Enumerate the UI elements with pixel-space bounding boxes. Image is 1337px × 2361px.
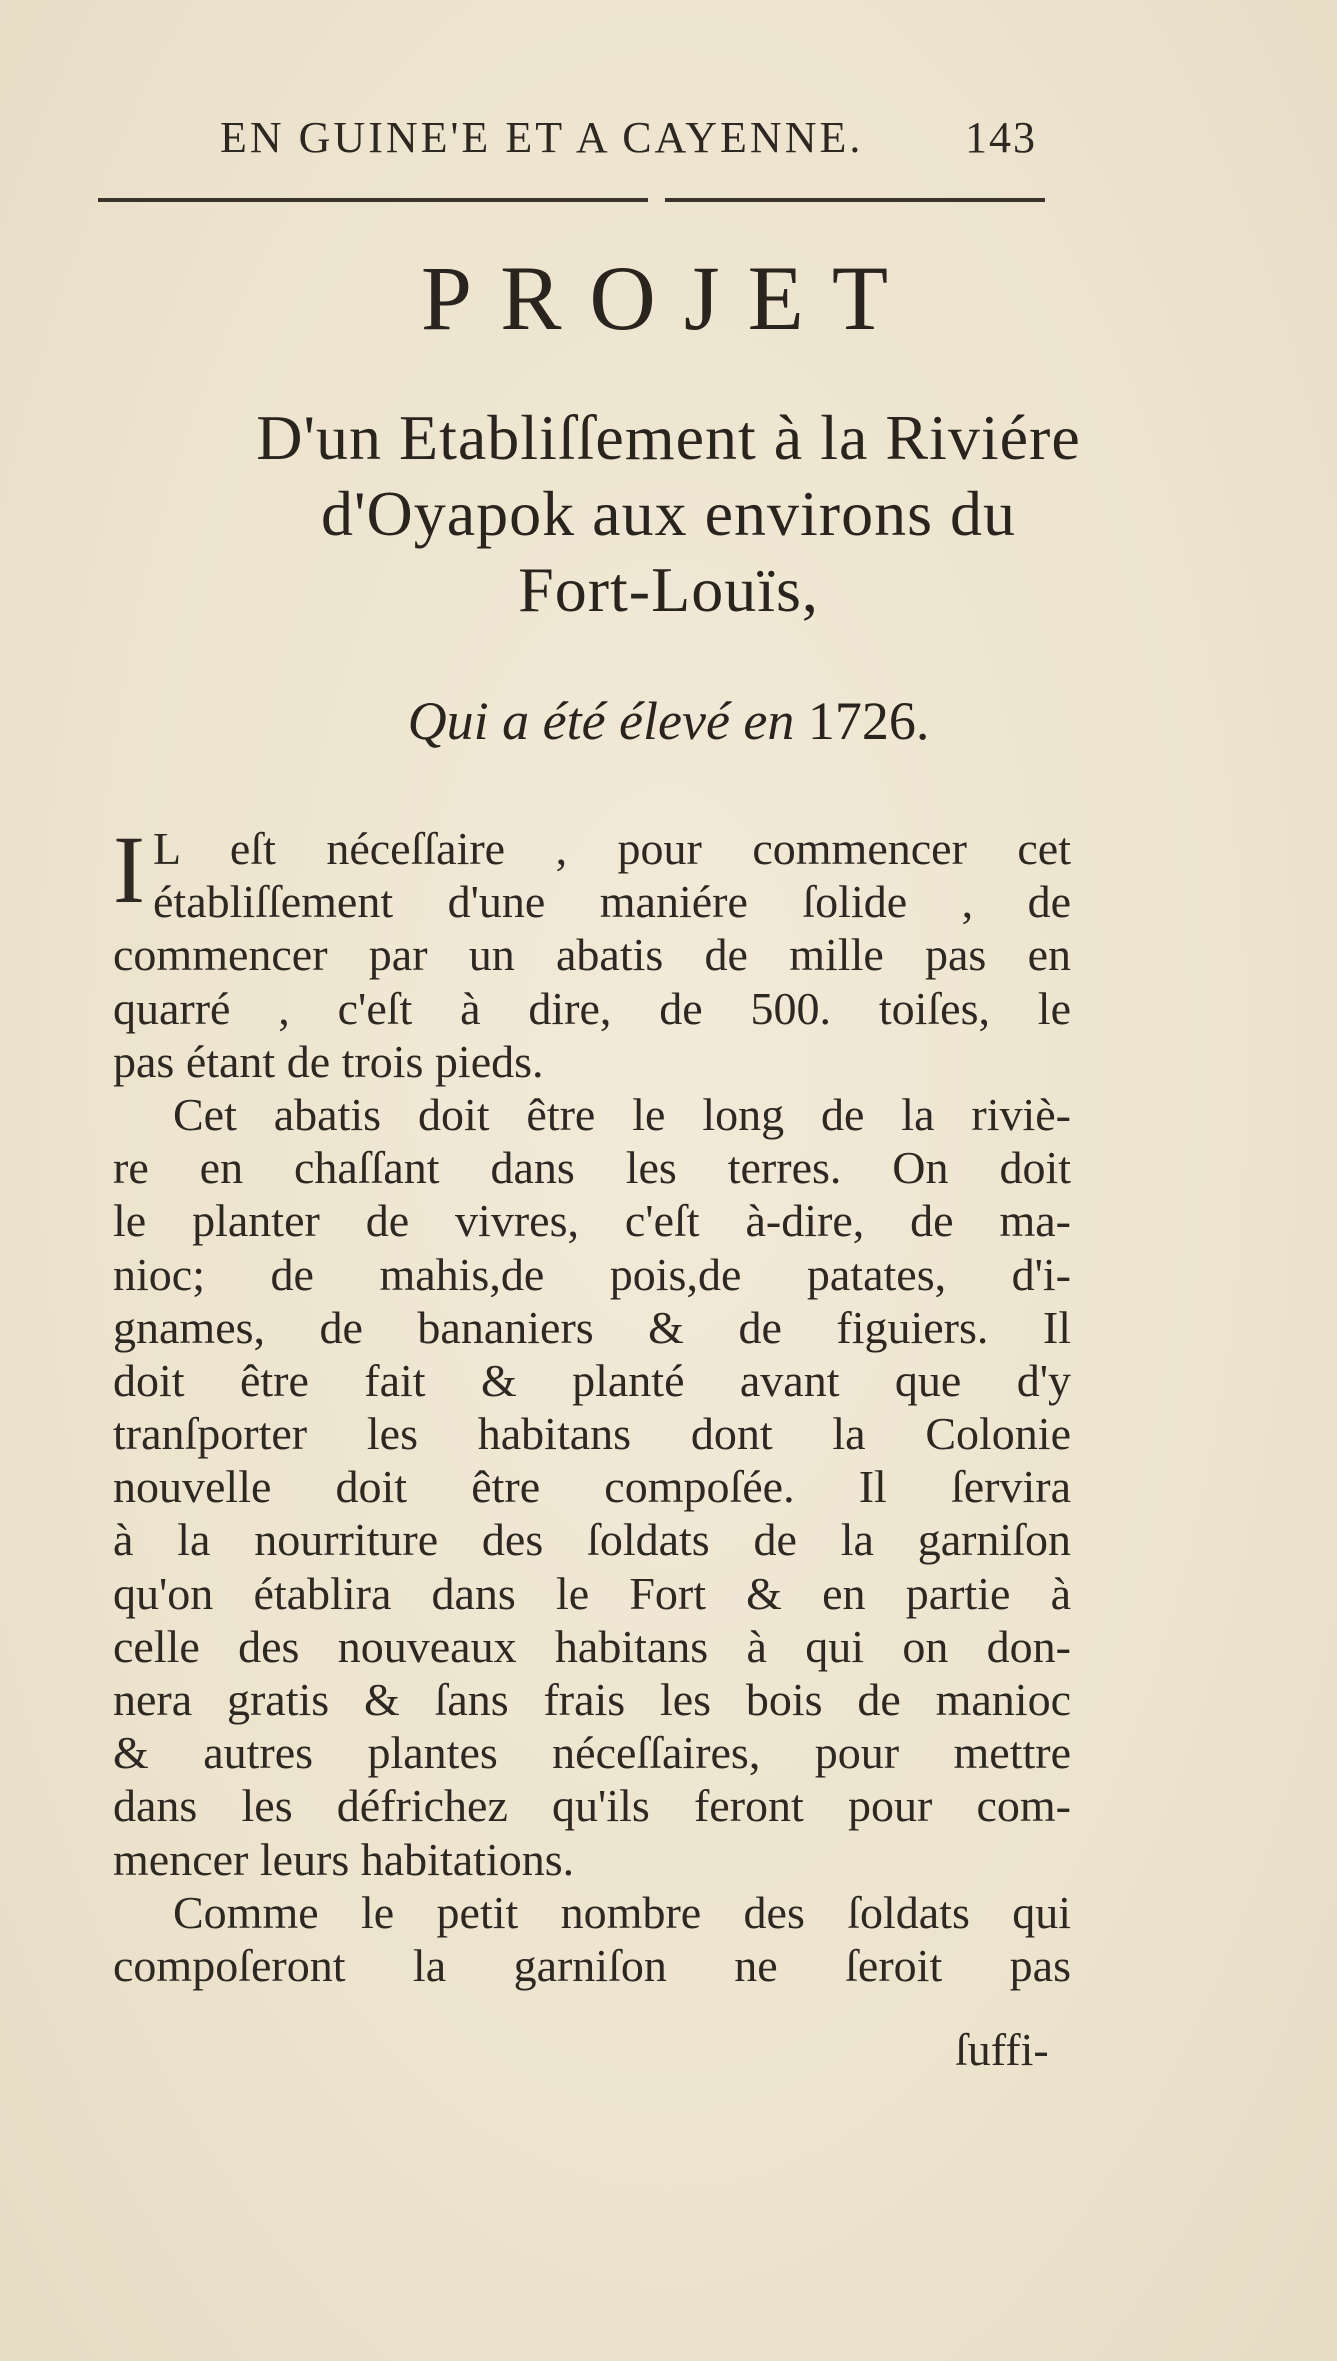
text-line: qu'on établira dans le Fort & en partie à — [113, 1567, 1071, 1619]
text-line: compoſeront la garniſon ne ſeroit pas — [113, 1939, 1071, 1991]
dateline-year: 1726. — [807, 691, 930, 751]
text-line: le planter de vivres, c'eſt à-dire, de ma- — [113, 1195, 1071, 1247]
text-line: Comme le petit nombre des ſoldats qui — [173, 1886, 1071, 1938]
text-line: quarré , c'eſt à dire, de 500. toiſes, le — [113, 982, 1071, 1034]
catchword: ſuffi- — [955, 2024, 1049, 2075]
text-line: nouvelle doit être compoſée. Il ſervira — [113, 1461, 1071, 1513]
chapter-title: PROJET — [420, 247, 917, 349]
subtitle-line: Fort-Louïs, — [518, 554, 819, 625]
text-line: nioc; de mahis,de pois,de patates, d'i- — [113, 1248, 1071, 1300]
drop-cap: I — [113, 816, 145, 923]
text-line: re en chaſſant dans les terres. On doit — [113, 1142, 1071, 1194]
dateline-text: Qui a été élevé en — [407, 691, 795, 751]
header-rule-right — [665, 198, 1045, 202]
subtitle-line: d'Oyapok aux environs du — [321, 478, 1016, 549]
running-title: EN GUINE'E ET A CAYENNE. — [220, 113, 864, 162]
text-line: mencer leurs habitations. — [113, 1833, 575, 1885]
text-line: pas étant de trois pieds. — [113, 1035, 544, 1087]
text-line: nera gratis & ſans frais les bois de manioc — [113, 1674, 1071, 1725]
dateline — [0, 690, 1337, 752]
body-text — [113, 816, 1071, 1992]
text-line: doit être fait & planté avant que d'y — [113, 1354, 1071, 1406]
text-line: tranſporter les habitans dont la Colonie — [113, 1408, 1071, 1460]
text-line: dans les défrichez qu'ils feront pour com- — [113, 1780, 1071, 1832]
running-head — [0, 112, 1337, 172]
text-line: Cet abatis doit être le long de la riviè- — [173, 1088, 1071, 1140]
text-line: & autres plantes néceſſaires, pour mettre — [113, 1727, 1071, 1779]
text-line: L eſt néceſſaire , pour commencer cet — [153, 823, 1071, 874]
subtitle-line: D'un Etabliſſement à la Riviére — [256, 402, 1081, 473]
page-number: 143 — [965, 113, 1037, 162]
text-line: gnames, de bananiers & de figuiers. Il — [113, 1301, 1071, 1353]
text-line: établiſſement d'une maniére ſolide , de — [153, 876, 1071, 928]
chapter-subtitle — [0, 400, 1337, 628]
header-rule-left — [98, 198, 648, 202]
text-line: celle des nouveaux habitans à qui on don- — [113, 1620, 1071, 1672]
text-line: à la nourriture des ſoldats de la garniſon — [113, 1514, 1071, 1566]
text-line: commencer par un abatis de mille pas en — [113, 929, 1071, 981]
